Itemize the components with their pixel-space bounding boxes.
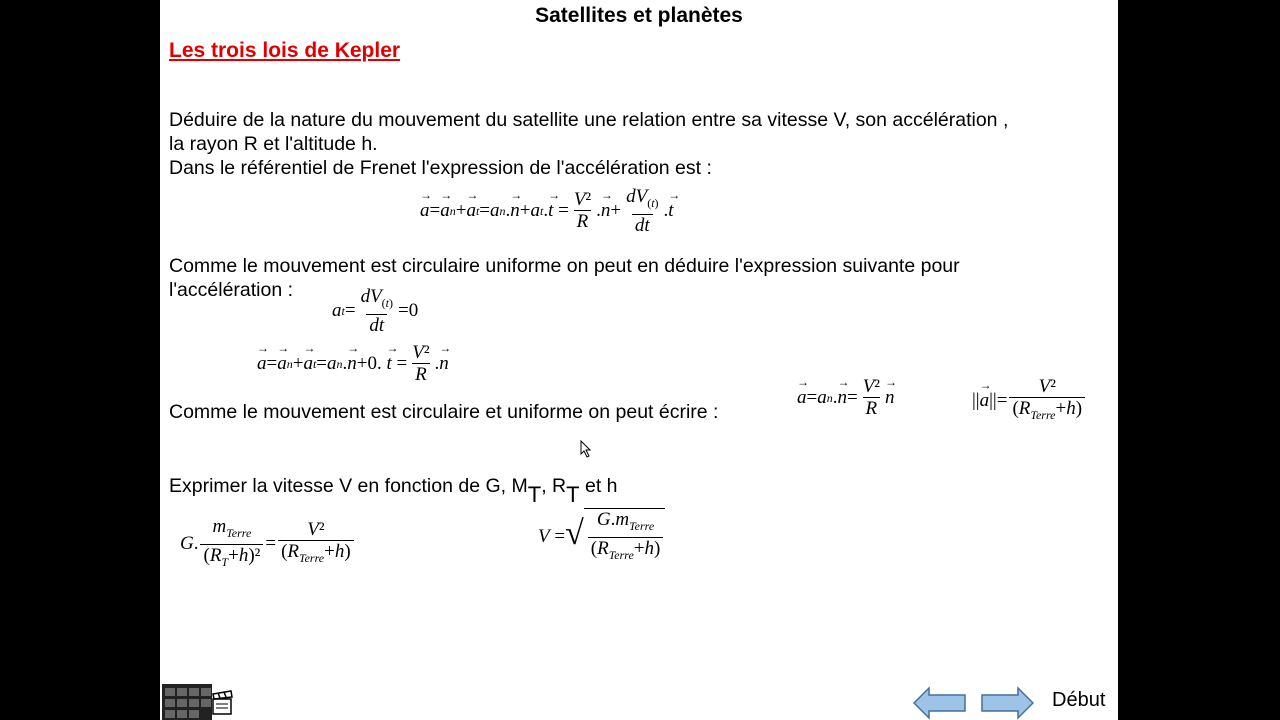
slide-title: Satellites et planètes [535, 4, 743, 27]
paragraph-5: Exprimer la vitesse V en fonction de G, MT, RT et h [169, 475, 618, 507]
paragraph-2: Dans le référentiel de Frenet l'expression de l'accélération est : [169, 157, 712, 179]
equation-velocity: V = √ $\frac{G.m_{Terre}}{(R_{Terre}+h)}$ [538, 508, 665, 566]
equation-normal-acceleration: → a = a n . → n = $\frac{\text{V²}}{R}$ → n [797, 376, 895, 420]
equation-tangential-acceleration: a t = $\frac{dV_{(t)}}{dt}$ =0 [332, 286, 419, 336]
paragraph-3-line-1: Comme le mouvement est circulaire uniforme on peut en déduire l'expression suivante pour [169, 255, 960, 277]
previous-slide-button[interactable] [913, 686, 967, 720]
slide-subtitle: Les trois lois de Kepler [169, 39, 401, 62]
equation-circular-acceleration: → a = → a n + → a t = a n . → n +0. → t = $\frac{\text{V²}}{R}$ . → n [257, 342, 449, 386]
equation-gravitation: G . $\frac{m_{Terre}}{(R_T+h)^2}$ = $\frac{\text{V²}}{(R_{Terre}+h)}$ [180, 516, 356, 573]
paragraph-1-line-2: la rayon R et l'altitude h. [169, 133, 378, 155]
debut-link[interactable]: Début [1052, 689, 1106, 711]
slide [160, 0, 1118, 720]
next-slide-button[interactable] [980, 686, 1034, 720]
paragraph-4: Comme le mouvement est circulaire et uniforme on peut écrire : [169, 401, 719, 423]
slide-thumbnails-icon[interactable] [162, 684, 212, 720]
paragraph-3-line-2: l'accélération : [169, 279, 294, 301]
equation-acceleration-norm: || → a ||= $\frac{\text{V²}}{(R_{Terre}+h)}$ [972, 376, 1087, 426]
paragraph-1-line-1: Déduire de la nature du mouvement du satellite une relation entre sa vitesse V, son accélération , [169, 109, 1009, 131]
equation-frenet-acceleration: → a = → a n + → a t = a n . → n + a t . → t = $\frac{\text{V²}}{R}$ . → n + $\frac{dV_{(t)}}{dt}$ . → t [420, 186, 674, 237]
clapperboard-icon[interactable] [211, 690, 233, 716]
mouse-cursor-icon [580, 440, 592, 458]
